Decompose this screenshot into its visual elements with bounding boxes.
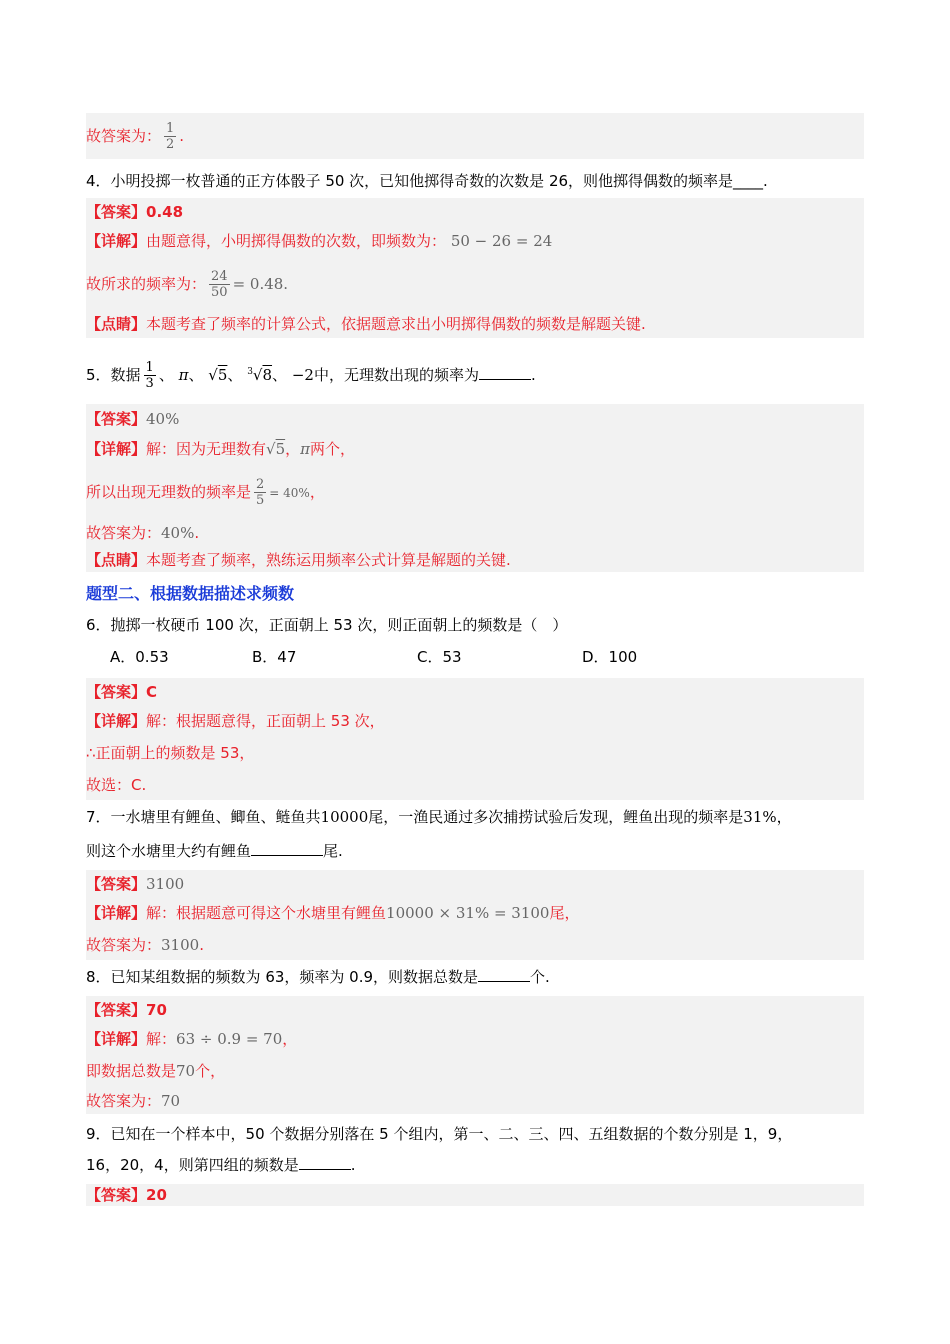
fraction: $\frac{24}{50}$ xyxy=(211,269,228,300)
q5-detail-line: 【详解】解：因为无理数有√5，π两个， xyxy=(86,434,864,466)
q7-answer-line: 【答案】3100 xyxy=(86,870,864,898)
option-d[interactable]: D．100 xyxy=(582,648,638,666)
q9-answer-line: 【答案】20 xyxy=(86,1184,864,1206)
q8-conclusion-line: 故答案为：70 xyxy=(86,1088,864,1114)
q4-frequency-line: 故所求的频率为： $\frac{24}{50}$ = 0.48. xyxy=(86,258,864,310)
question-8: 8．已知某组数据的频数为 63，频率为 0.9，则数据总数是 个. xyxy=(86,962,864,993)
fill-blank[interactable] xyxy=(479,363,531,380)
fill-blank[interactable] xyxy=(478,965,530,982)
question-4: 4．小明投掷一枚普通的正方体骰子 50 次，已知他掷得奇数的次数是 26，则他掷得偶数的频率是____. xyxy=(86,172,768,190)
question-9-line-2: 16，20，4，则第四组的频数是 . xyxy=(86,1150,864,1181)
fill-blank[interactable] xyxy=(299,1153,351,1170)
q4-comment-line: 【点睛】本题考查了频率的计算公式，依据题意求出小明掷得偶数的频数是解题关键. xyxy=(86,310,864,338)
q5-answer-line: 【答案】40% xyxy=(86,404,864,434)
q6-detail-line: 【详解】解：根据题意得，正面朝上 53 次， xyxy=(86,706,864,738)
fraction: $\frac{2}{5}$ xyxy=(256,477,265,508)
q6-count-line: ∴正面朝上的频数是 53， xyxy=(86,738,864,770)
section-heading: 题型二、根据数据描述求频数 xyxy=(86,584,295,603)
option-c[interactable]: C．53 xyxy=(417,648,462,666)
q4-answer-line: 【答案】0.48 xyxy=(86,198,864,226)
q6-choice-line: 故选：C. xyxy=(86,770,864,800)
q5-conclusion-line: 故答案为：40%. xyxy=(86,518,864,548)
option-b[interactable]: B．47 xyxy=(252,648,297,666)
q7-conclusion-line: 故答案为：3100. xyxy=(86,930,864,960)
q8-answer-line: 【答案】70 xyxy=(86,996,864,1024)
question-7-line-2: 则这个水塘里大约有鲤鱼 尾. xyxy=(86,836,864,867)
question-5: 5．数据 $\frac{1}{3}$ 、 π、 √5、 $^3$√8、 −2中，无理数出现的频率为 . xyxy=(86,360,536,391)
q4-detail-line: 【详解】由题意得，小明掷得偶数的次数，即频数为： 50 − 26 = 24 xyxy=(86,226,864,258)
q6-options xyxy=(86,642,864,673)
q5-comment-line: 【点睛】本题考查了频率，熟练运用频率公式计算是解题的关键. xyxy=(86,548,864,572)
question-7-line-1: 7．一水塘里有鲤鱼、鲫鱼、鲢鱼共10000尾，一渔民通过多次捕捞试验后发现，鲤鱼出现的频率是31%， xyxy=(86,808,792,826)
q5-frequency-line: 所以出现无理数的频率是 $\frac{2}{5}$ = 40%， xyxy=(86,466,864,518)
fraction: $\frac{1}{2}$ xyxy=(166,121,175,152)
option-a[interactable]: A．0.53 xyxy=(110,648,169,666)
q8-detail-line: 【详解】解：63 ÷ 0.9 = 70， xyxy=(86,1024,864,1056)
q8-total-line: 即数据总数是70个， xyxy=(86,1056,864,1088)
fraction: $\frac{1}{3}$ xyxy=(145,360,154,391)
fill-blank[interactable] xyxy=(251,839,323,856)
question-9-line-1: 9．已知在一个样本中，50 个数据分别落在 5 个组内，第一、二、三、四、五组数据的个数分别是 1，9， xyxy=(86,1125,793,1143)
q7-detail-line: 【详解】解：根据题意可得这个水塘里有鲤鱼10000 × 31% = 3100尾， xyxy=(86,898,864,930)
question-6: 6．抛掷一枚硬币 100 次，正面朝上 53 次，则正面朝上的频数是（ ） xyxy=(86,616,568,634)
answer-conclusion-line: 故答案为： $\frac{1}{2}$ . xyxy=(86,113,864,159)
q6-answer-line: 【答案】C xyxy=(86,678,864,706)
